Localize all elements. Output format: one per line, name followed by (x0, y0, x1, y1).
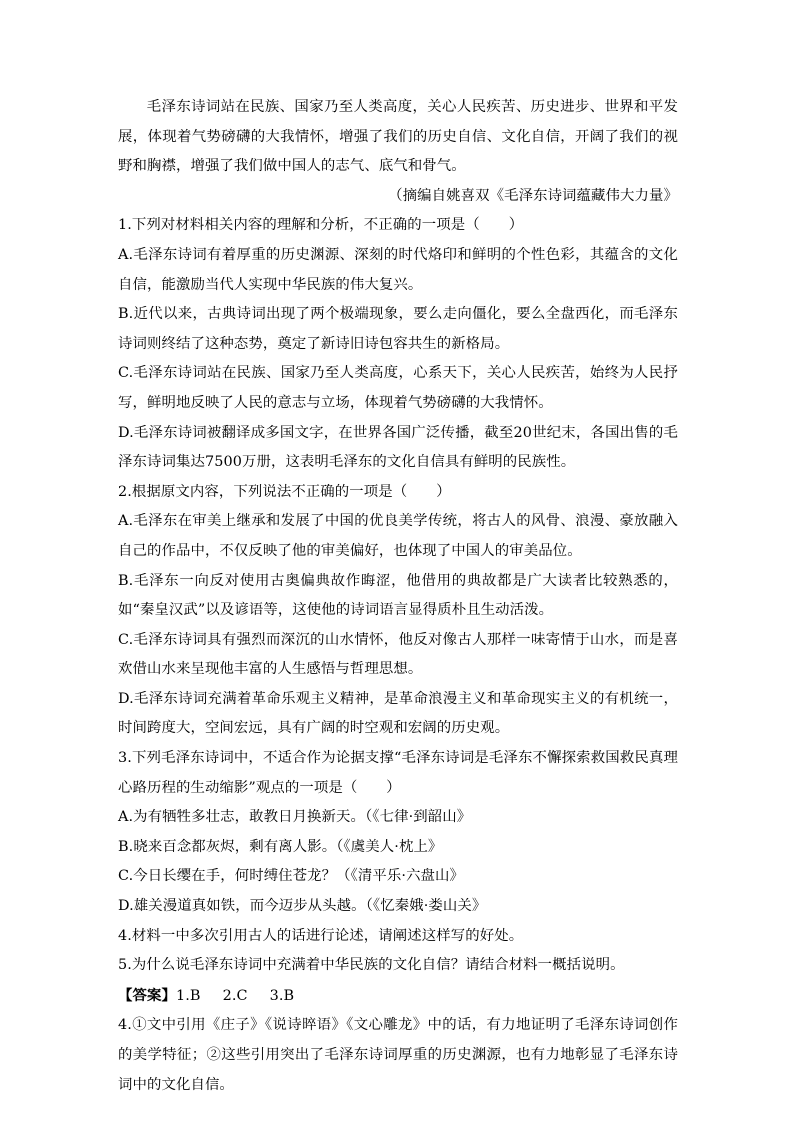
option-a: A.毛泽东在审美上继承和发展了中国的优良美学传统，将古人的风骨、浪漫、豪放融入自己的作品中，不仅反映了他的审美偏好，也体现了中国人的审美品位。 (118, 513, 678, 559)
answer-line (118, 981, 678, 1012)
source-citation: （摘编自姚喜双《毛泽东诗词蕴藏伟大力量》 (388, 187, 678, 204)
option-c: C.今日长缨在手，何时缚住苍龙？（《清平乐·六盘山》 (118, 868, 465, 885)
question-1 (118, 211, 678, 477)
question-stem: 3.下列毛泽东诗词中，不适合作为论据支撑“毛泽东诗词是毛泽东不懈探索救国救民真理心路历程的生动缩影”观点的一项是（ ） (118, 750, 678, 796)
option-d: D.毛泽东诗词充满着革命乐观主义精神，是革命浪漫主义和革命现实主义的有机统一，时间跨度大，空间宏远，具有广阔的时空观和宏阔的历史观。 (118, 690, 678, 737)
question-5 (118, 951, 678, 981)
option-b: B.毛泽东一向反对使用古奥偏典故作晦涩，他借用的典故都是广大读者比较熟悉的，如“秦皇汉武”以及谚语等，这使他的诗词语言显得质朴且生动活泼。 (118, 572, 678, 619)
answer-4: 4.①文中引用《庄子》《说诗晬语》《文心雕龙》中的话，有力地证明了毛泽东诗词创作的美学特征；②这些引用突出了毛泽东诗词厚重的历史渊源，也有力地彰显了毛泽东诗词中的文化自信。 (118, 1017, 678, 1093)
option-b: B.近代以来，古典诗词出现了两个极端现象，要么走向僵化，要么全盘西化，而毛泽东诗词则终结了这种态势，奠定了新诗旧诗包容共生的新格局。 (118, 306, 678, 352)
question-4 (118, 922, 678, 952)
document-page (118, 93, 678, 1100)
question-2 (118, 478, 678, 744)
option-a: A.为有牺牲多壮志，敢教日月换新天。（《七律·到韶山》 (118, 809, 472, 826)
answer-section (118, 981, 678, 1100)
option-a: A.毛泽东诗词有着厚重的历史渊源、深刻的时代烙印和鲜明的个性色彩，其蕴含的文化自信，能激励当代人实现中华民族的伟大复兴。 (118, 246, 678, 293)
answer-label: 【答案】 (118, 986, 176, 1004)
intro-paragraph: 毛泽东诗词站在民族、国家乃至人类高度，关心人民疾苦、历史进步、世界和平发展，体现着气势磅礴的大我情怀，增强了我们的历史自信、文化自信，开阔了我们的视野和胸襟，增强了我们做中国人的志气、底气和骨气。 (118, 99, 678, 175)
question-stem: 4.材料一中多次引用古人的话进行论述，请阐述这样写的好处。 (118, 927, 524, 944)
question-3 (118, 744, 678, 922)
answer-3: 3.B (269, 987, 295, 1004)
answer-1: 1.B (175, 987, 201, 1004)
question-stem: 5.为什么说毛泽东诗词中充满着中华民族的文化自信？请结合材料一概括说明。 (118, 957, 625, 974)
option-c: C.毛泽东诗词具有强烈而深沉的山水情怀，他反对像古人那样一味寄情于山水，而是喜欢借山水来呈现他丰富的人生感悟与哲理思想。 (118, 631, 678, 678)
question-stem: 1.下列对材料相关内容的理解和分析，不正确的一项是（ ） (118, 217, 524, 234)
option-d: D.毛泽东诗词被翻译成多国文字，在世界各国广泛传播，截至20世纪末，各国出售的毛泽东诗词集达7500万册，这表明毛泽东的文化自信具有鲜明的民族性。 (118, 424, 678, 471)
answer-2: 2.C (222, 987, 248, 1004)
question-stem: 2.根据原文内容，下列说法不正确的一项是（ ） (118, 483, 451, 500)
option-d: D.雄关漫道真如铁，而今迈步从头越。（《忆秦娥·娄山关》 (118, 898, 487, 915)
option-c: C.毛泽东诗词站在民族、国家乃至人类高度，心系天下，关心人民疾苦，始终为人民抒写，鲜明地反映了人民的意志与立场，体现着气势磅礴的大我情怀。 (118, 365, 678, 411)
option-b: B.晓来百念都灰烬，剩有离人影。（《虞美人·枕上》 (118, 838, 443, 855)
